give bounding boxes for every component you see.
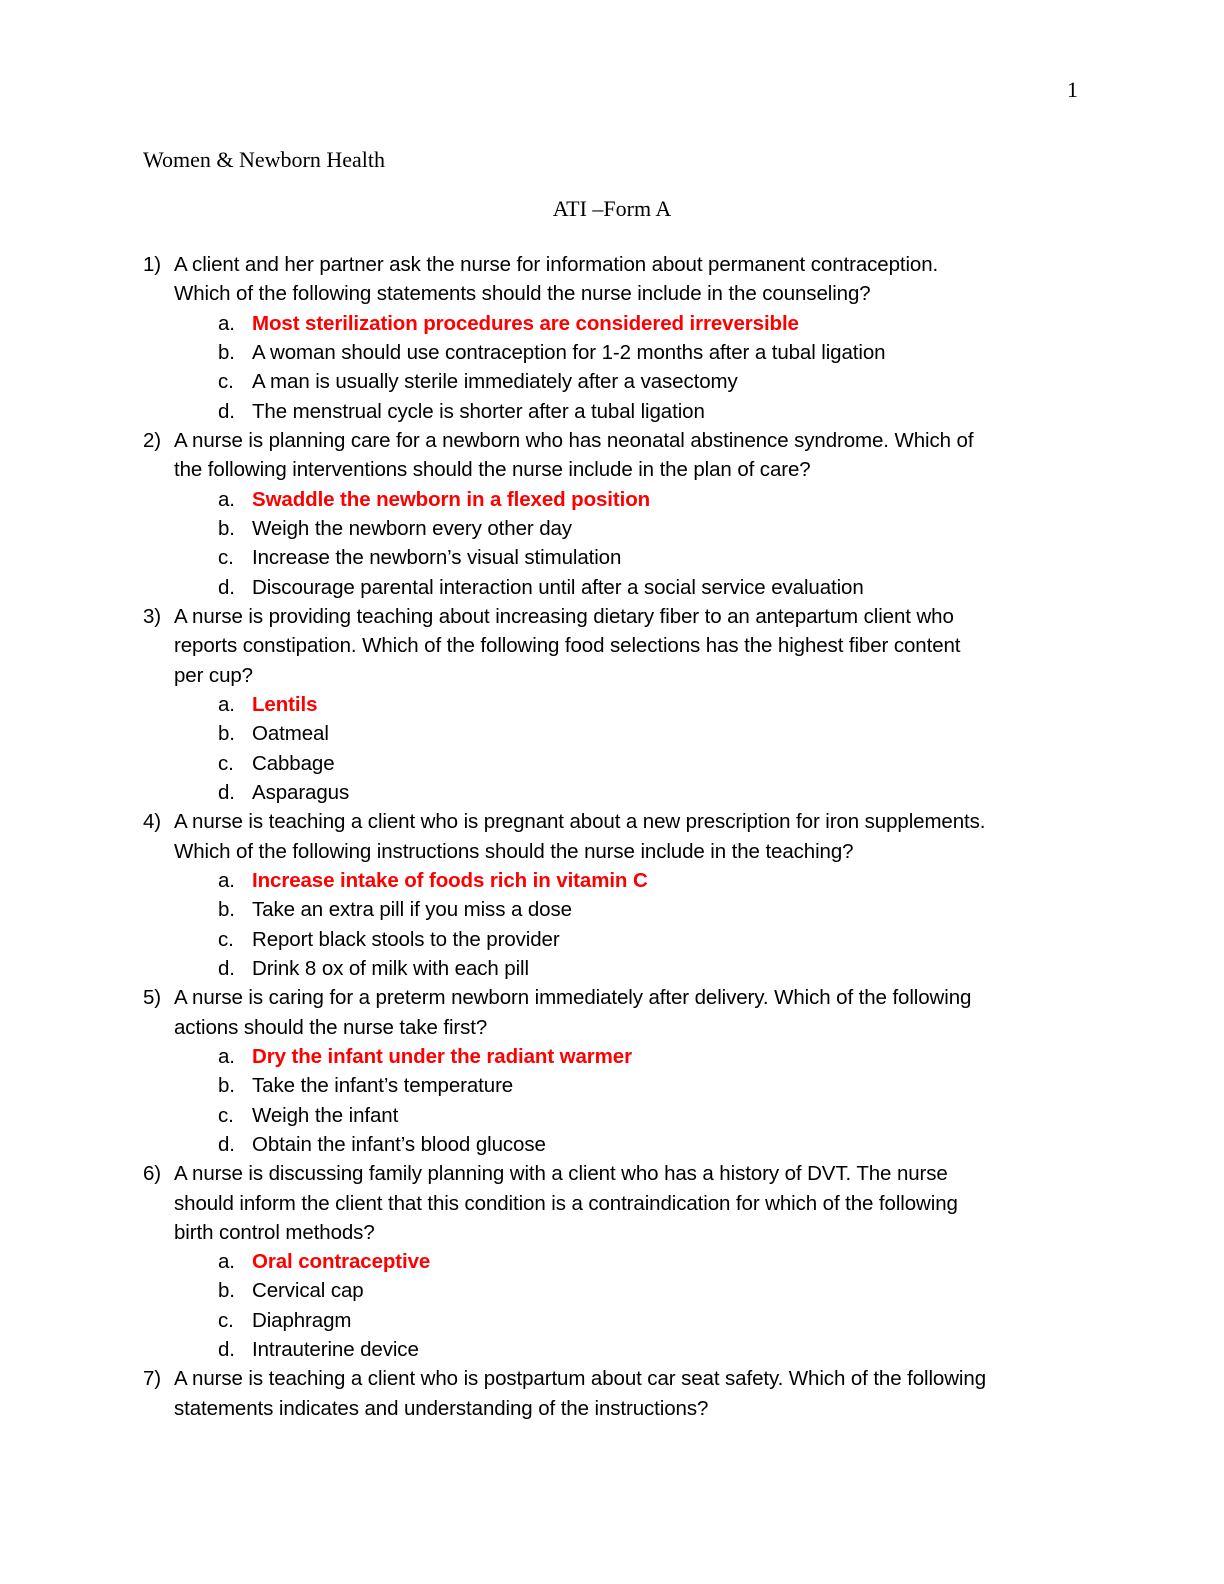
option-letter: a. xyxy=(218,1250,235,1274)
option-text: Take the infant’s temperature xyxy=(252,1074,514,1098)
question-stem-line: 3) A nurse is providing teaching about increasing dietary fiber to an antepartum client who xyxy=(0,602,1224,631)
question-stem-line: 2) A nurse is planning care for a newborn who has neonatal abstinence syndrome. Which of xyxy=(0,426,1224,455)
option-text: A woman should use contraception for 1-2 months after a tubal ligation xyxy=(252,340,886,364)
option-letter: b. xyxy=(218,1074,235,1098)
option-text: Take an extra pill if you miss a dose xyxy=(252,898,572,922)
question-stem-line: per cup? xyxy=(174,663,253,687)
form-title: ATI –Form A xyxy=(552,196,672,221)
question xyxy=(0,1364,1224,1423)
option-row xyxy=(0,543,1224,572)
option-letter: c. xyxy=(218,927,234,951)
option-row xyxy=(0,1247,1224,1276)
question-stem-line: actions should the nurse take first? xyxy=(174,1015,488,1039)
question xyxy=(0,426,1224,602)
option-text: Drink 8 ox of milk with each pill xyxy=(252,956,529,980)
option-text: Cervical cap xyxy=(252,1279,364,1303)
question-stem-line: should inform the client that this condition is a contraindication for which of the following xyxy=(174,1191,958,1215)
option-letter: c. xyxy=(218,1103,234,1127)
question-stem-line: Which of the following instructions should the nurse include in the teaching? xyxy=(174,839,854,863)
option-text-correct-answer: Most sterilization procedures are considered irreversible xyxy=(252,311,799,335)
question-number: 5) xyxy=(143,986,162,1010)
option-text: Discourage parental interaction until after a social service evaluation xyxy=(252,575,864,599)
option-letter: a. xyxy=(218,1044,235,1068)
option-letter: c. xyxy=(218,546,234,570)
option-text: Report black stools to the provider xyxy=(252,927,560,951)
option-text: Intrauterine device xyxy=(252,1338,419,1362)
option-row xyxy=(0,954,1224,983)
question xyxy=(0,983,1224,1159)
option-row xyxy=(0,690,1224,719)
option-text: Asparagus xyxy=(252,780,350,804)
question-number: 6) xyxy=(143,1162,162,1186)
question-number: 2) xyxy=(143,428,162,452)
question xyxy=(0,807,1224,983)
option-letter: d. xyxy=(218,780,235,804)
option-row xyxy=(0,1335,1224,1364)
option-row xyxy=(0,1071,1224,1100)
question xyxy=(0,602,1224,807)
option-letter: d. xyxy=(218,956,235,980)
option-letter: d. xyxy=(218,1338,235,1362)
option-letter: d. xyxy=(218,575,235,599)
option-text: Oatmeal xyxy=(252,722,329,746)
option-row xyxy=(0,778,1224,807)
option-letter: a. xyxy=(218,692,235,716)
option-letter: a. xyxy=(218,311,235,335)
option-text: The menstrual cycle is shorter after a tubal ligation xyxy=(252,399,705,423)
question-stem-line: reports constipation. Which of the following food selections has the highest fiber content xyxy=(174,634,961,658)
option-text: Diaphragm xyxy=(252,1308,352,1332)
option-row xyxy=(0,309,1224,338)
option-letter: c. xyxy=(218,370,234,394)
option-text: A man is usually sterile immediately after a vasectomy xyxy=(252,370,738,394)
option-row xyxy=(0,866,1224,895)
option-row xyxy=(0,1042,1224,1071)
option-letter: b. xyxy=(218,340,235,364)
question xyxy=(0,250,1224,426)
question-number: 1) xyxy=(143,253,162,276)
option-letter: c. xyxy=(218,1308,234,1332)
option-row xyxy=(0,1276,1224,1305)
question-number: 7) xyxy=(143,1367,162,1391)
option-text: Weigh the newborn every other day xyxy=(252,516,572,540)
option-letter: d. xyxy=(218,1132,235,1156)
option-row xyxy=(0,895,1224,924)
question-number: 3) xyxy=(143,604,162,628)
question-stem-line: 4) A nurse is teaching a client who is pregnant about a new prescription for iron supplements. xyxy=(0,807,1224,836)
option-row xyxy=(0,925,1224,954)
option-text: Increase the newborn’s visual stimulation xyxy=(252,546,622,570)
option-letter: a. xyxy=(218,868,235,892)
option-letter: c. xyxy=(218,751,234,775)
option-row xyxy=(0,485,1224,514)
option-text: Weigh the infant xyxy=(252,1103,399,1127)
option-row xyxy=(0,573,1224,602)
question-stem-line: 5) A nurse is caring for a preterm newborn immediately after delivery. Which of the following xyxy=(0,983,1224,1012)
question xyxy=(0,1159,1224,1364)
question-stem-line: 6) A nurse is discussing family planning with a client who has a history of DVT. The nurse xyxy=(0,1159,1224,1188)
option-row xyxy=(0,338,1224,367)
question-stem-line: 1) A client and her partner ask the nurse for information about permanent contraception. xyxy=(0,250,1224,279)
option-letter: b. xyxy=(218,1279,235,1303)
question-stem-line: birth control methods? xyxy=(174,1220,375,1244)
option-row xyxy=(0,514,1224,543)
option-row xyxy=(0,719,1224,748)
option-text-correct-answer: Increase intake of foods rich in vitamin C xyxy=(252,868,648,892)
questions-list xyxy=(0,250,1224,1423)
option-row xyxy=(0,749,1224,778)
page-number: 1 xyxy=(1067,77,1078,102)
question-stem-line: 7) A nurse is teaching a client who is postpartum about car seat safety. Which of the following xyxy=(0,1364,1224,1393)
option-text: Cabbage xyxy=(252,751,335,775)
option-text-correct-answer: Oral contraceptive xyxy=(252,1250,431,1274)
option-letter: b. xyxy=(218,898,235,922)
course-title: Women & Newborn Health xyxy=(143,147,385,172)
option-letter: b. xyxy=(218,516,235,540)
option-row xyxy=(0,1130,1224,1159)
question-stem-line: statements indicates and understanding of the instructions? xyxy=(174,1396,709,1420)
question-stem-line: Which of the following statements should the nurse include in the counseling? xyxy=(174,282,871,306)
option-text: Obtain the infant’s blood glucose xyxy=(252,1132,546,1156)
option-row xyxy=(0,397,1224,426)
option-text-correct-answer: Swaddle the newborn in a flexed position xyxy=(252,487,651,511)
question-stem-line: the following interventions should the nurse include in the plan of care? xyxy=(174,458,811,482)
option-row xyxy=(0,1101,1224,1130)
option-text-correct-answer: Dry the infant under the radiant warmer xyxy=(252,1044,632,1068)
option-letter: d. xyxy=(218,399,235,423)
option-text-correct-answer: Lentils xyxy=(252,692,318,716)
option-row xyxy=(0,1306,1224,1335)
option-row xyxy=(0,367,1224,396)
option-letter: b. xyxy=(218,722,235,746)
question-number: 4) xyxy=(143,810,162,834)
option-letter: a. xyxy=(218,487,235,511)
